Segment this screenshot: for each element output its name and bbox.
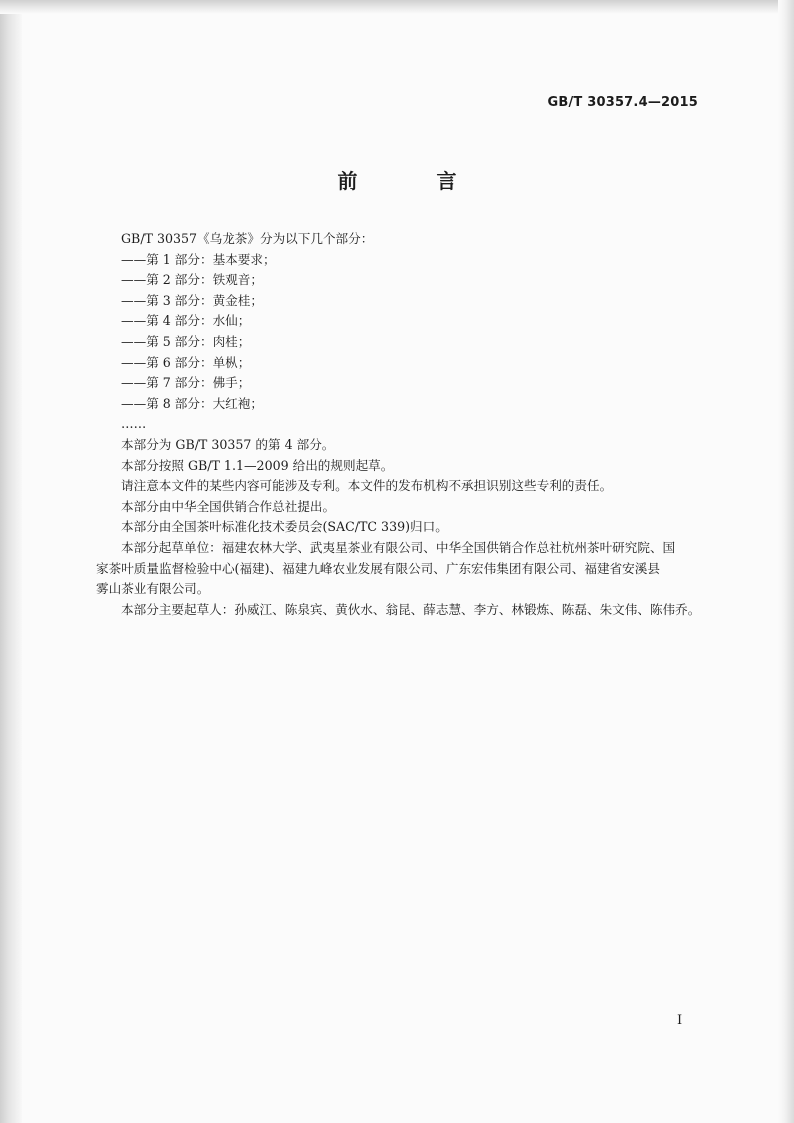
standard-code: GB/T 30357.4—2015 — [547, 95, 698, 110]
part-item-1: ——第 1 部分：基本要求； — [121, 251, 276, 267]
preface-body — [96, 229, 700, 620]
parts-intro: GB/T 30357《乌龙茶》分为以下几个部分： — [121, 231, 374, 246]
part-item-3: ——第 3 部分：黄金桂； — [121, 292, 263, 308]
paragraph-drafting-rules: 本部分按照 GB/T 1.1—2009 给出的规则起草。 — [121, 457, 394, 473]
part-item-8: ——第 8 部分：大红袍； — [121, 395, 263, 411]
part-item-7: ——第 7 部分：佛手； — [121, 375, 251, 391]
part-item-2: ——第 2 部分：铁观音； — [121, 272, 263, 288]
part-item-6: ——第 6 部分：单枞； — [121, 354, 251, 370]
part-item-4: ——第 4 部分：水仙； — [121, 313, 251, 329]
paragraph-patent-notice: 请注意本文件的某些内容可能涉及专利。本文件的发布机构不承担识别这些专利的责任。 — [121, 478, 613, 494]
page-number: I — [677, 1013, 683, 1028]
preface-title: 前 言 — [337, 169, 493, 193]
paragraph-drafting-units — [96, 538, 700, 600]
paragraph-part-number: 本部分为 GB/T 30357 的第 4 部分。 — [121, 436, 335, 452]
paragraph-drafters: 本部分主要起草人：孙威江、陈泉宾、黄伙水、翁昆、薛志慧、李方、林锻炼、陈磊、朱文伟、陈伟乔。 — [121, 601, 701, 617]
paragraph-proposed-by: 本部分由中华全国供销合作总社提出。 — [121, 498, 336, 514]
part-item-ellipsis: …… — [121, 416, 147, 432]
drafting-units-line-3: 雾山茶业有限公司。 — [96, 581, 210, 597]
paragraph-centralized-by: 本部分由全国茶叶标准化技术委员会(SAC/TC 339)归口。 — [121, 519, 448, 535]
drafting-units-line-2: 家茶叶质量监督检验中心(福建)、福建九峰农业发展有限公司、广东宏伟集团有限公司、福建省安溪县 — [96, 560, 660, 576]
drafting-units-line-1: 本部分起草单位：福建农林大学、武夷星茶业有限公司、中华全国供销合作总社杭州茶叶研究院、国 — [121, 539, 676, 555]
scan-edge-top — [0, 0, 794, 14]
part-item-5: ——第 5 部分：肉桂； — [121, 333, 251, 349]
